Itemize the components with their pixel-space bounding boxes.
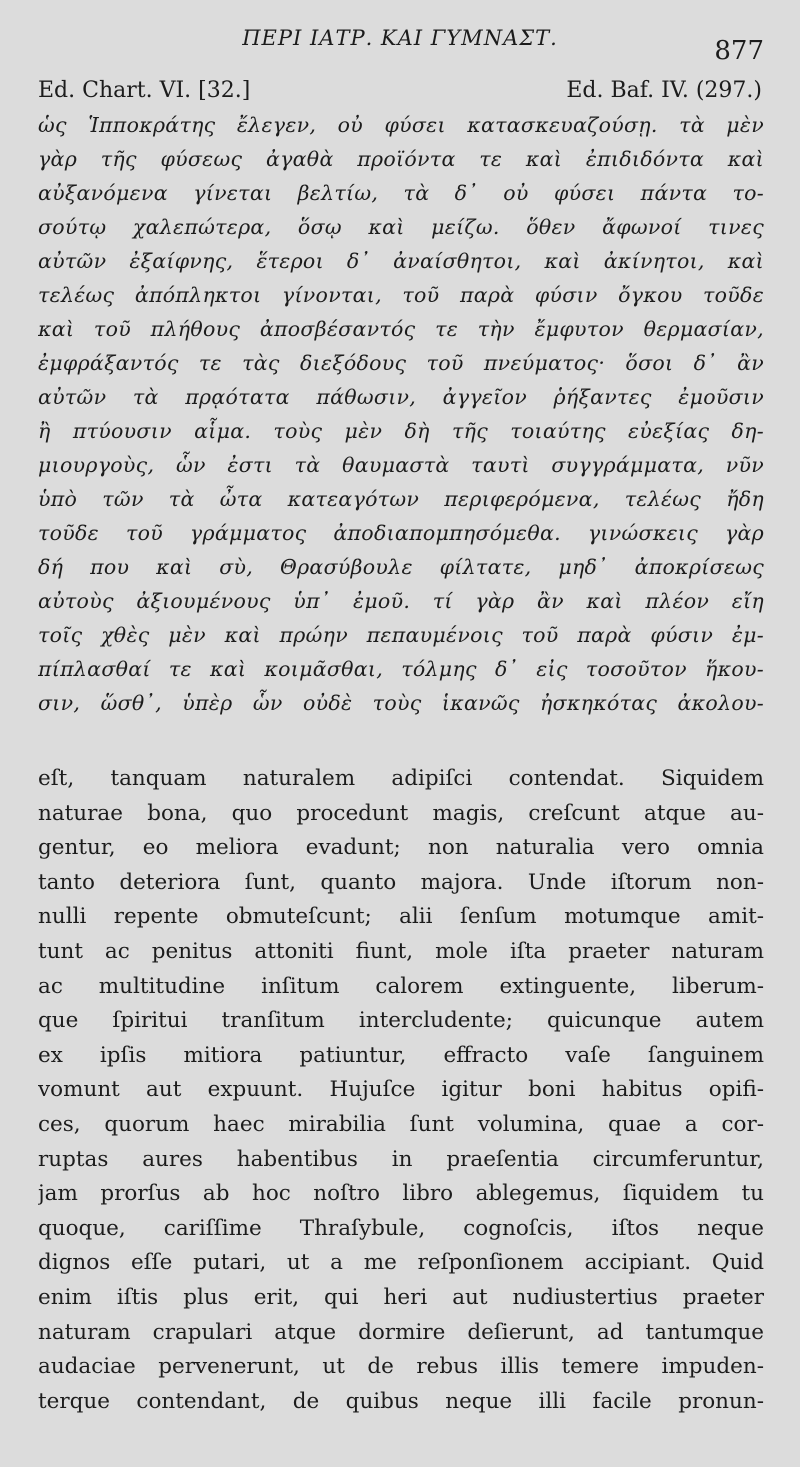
latin-line: ruptas aures habentibus in praeſentia circumferuntur, [38,1146,764,1172]
edition-right: Ed. Baf. IV. (297.) [566,78,762,103]
latin-line: naturae bona, quo procedunt magis, creſcunt atque au- [38,800,764,826]
edition-line [38,78,762,103]
greek-line: αὐτῶν τὰ πρᾳότατα πάθωσιν, ἀγγεῖον ῥήξαντες ἐμοῦσιν [38,385,764,409]
greek-line: σιν, ὥσθ᾽, ὑπὲρ ὧν οὐδὲ τοὺς ἱκανῶς ἠσκηκότας ἀκολου- [38,691,764,715]
greek-line: ὡς Ἱπποκράτης ἔλεγεν, οὐ φύσει κατασκευαζούσῃ. τὰ μὲν [38,113,764,137]
latin-line: nulli repente obmuteſcunt; alii ſenſum motumque amit- [38,904,764,930]
latin-line: ac multitudine inſitum calorem extinguente, liberum- [38,973,764,999]
edition-left: Ed. Chart. VI. [32.] [38,78,251,103]
latin-line: que ſpiritui tranſitum intercludente; quicunque autem [38,1008,764,1034]
latin-line: ces, quorum haec mirabilia ſunt volumina, quae a cor- [38,1111,764,1137]
latin-line: ex ipſis mitiora patiuntur, effracto vaſe ſanguinem [38,1042,764,1068]
latin-line: eſt, tanquam naturalem adipiſci contendat. Siquidem [38,766,764,791]
latin-line: vomunt aut expuunt. Hujuſce igitur boni habitus opifi- [38,1077,764,1103]
latin-line: quoque, cariſſime Thraſybule, cognoſcis, iſtos neque [38,1215,764,1241]
latin-line: dignos eſſe putari, ut a me reſponſionem accipiant. Quid [38,1250,764,1276]
latin-line: audaciae pervenerunt, ut de rebus illis temere impuden- [38,1354,764,1380]
greek-text-block [38,108,764,720]
page-number: 877 [714,36,764,66]
latin-line: enim iſtis plus erit, qui heri aut nudiustertius praeter [38,1284,764,1310]
greek-line: τελέως ἀπόπληκτοι γίνονται, τοῦ παρὰ φύσιν ὄγκου τοῦδε [38,283,764,307]
greek-line: πίπλασθαί τε καὶ κοιμᾶσθαι, τόλμης δ᾽ εἰς τοσοῦτον ἥκου- [38,657,764,681]
running-title: ΠΕΡΙ ΙΑΤΡ. ΚΑΙ ΓΥΜΝΑΣΤ. [242,26,558,50]
greek-line: αὐξανόμενα γίνεται βελτίω, τὰ δ᾽ οὐ φύσει πάντα το- [38,181,764,205]
latin-line: jam prorſus ab hoc noſtro libro ablegemus, ſiquidem tu [38,1181,764,1207]
greek-line: τοῦδε τοῦ γράμματος ἀποδιαπομπησόμεθα. γινώσκεις γὰρ [38,521,764,545]
greek-line: σούτῳ χαλεπώτερα, ὅσῳ καὶ μείζω. ὅθεν ἄφωνοί τινες [38,215,764,239]
greek-line: τοῖς χθὲς μὲν καὶ πρώην πεπαυμένοις τοῦ παρὰ φύσιν ἐμ- [38,623,764,647]
latin-line: gentur, eo meliora evadunt; non naturalia vero omnia [38,835,764,861]
greek-line: ἢ πτύουσιν αἷμα. τοὺς μὲν δὴ τῆς τοιαύτης εὐεξίας δη- [38,419,764,443]
greek-line: μιουργοὺς, ὧν ἐστι τὰ θαυμαστὰ ταυτὶ συγγράμματα, νῦν [38,453,764,477]
greek-line: ἐμφράξαντός τε τὰς διεξόδους τοῦ πνεύματος· ὅσοι δ᾽ ἂν [38,351,764,375]
greek-line: αὐτῶν ἐξαίφνης, ἕτεροι δ᾽ ἀναίσθητοι, καὶ ἀκίνητοι, καὶ [38,249,764,273]
greek-line: γὰρ τῆς φύσεως ἀγαθὰ προϊόντα τε καὶ ἐπιδιδόντα καὶ [38,147,764,171]
latin-line: terque contendant, de quibus neque illi facile pronun- [38,1388,764,1414]
greek-line: αὐτοὺς ἀξιουμένους ὑπ᾽ ἐμοῦ. τί γὰρ ἂν καὶ πλέον εἴη [38,589,764,613]
latin-text-block [38,762,764,1419]
latin-line: tunt ac penitus attoniti fiunt, mole iſta praeter naturam [38,938,764,964]
greek-line: δή που καὶ σὺ, Θρασύβουλε φίλτατε, μηδ᾽ ἀποκρίσεως [38,555,764,579]
latin-line: tanto deteriora ſunt, quanto majora. Unde iſtorum non- [38,869,764,895]
latin-line: naturam crapulari atque dormire deſierunt, ad tantumque [38,1319,764,1345]
greek-line: ὑπὸ τῶν τὰ ὦτα κατεαγότων περιφερόμενα, τελέως ἤδη [38,487,764,511]
greek-line: καὶ τοῦ πλήθους ἀποσβέσαντός τε τὴν ἔμφυτον θερμασίαν, [38,317,764,341]
